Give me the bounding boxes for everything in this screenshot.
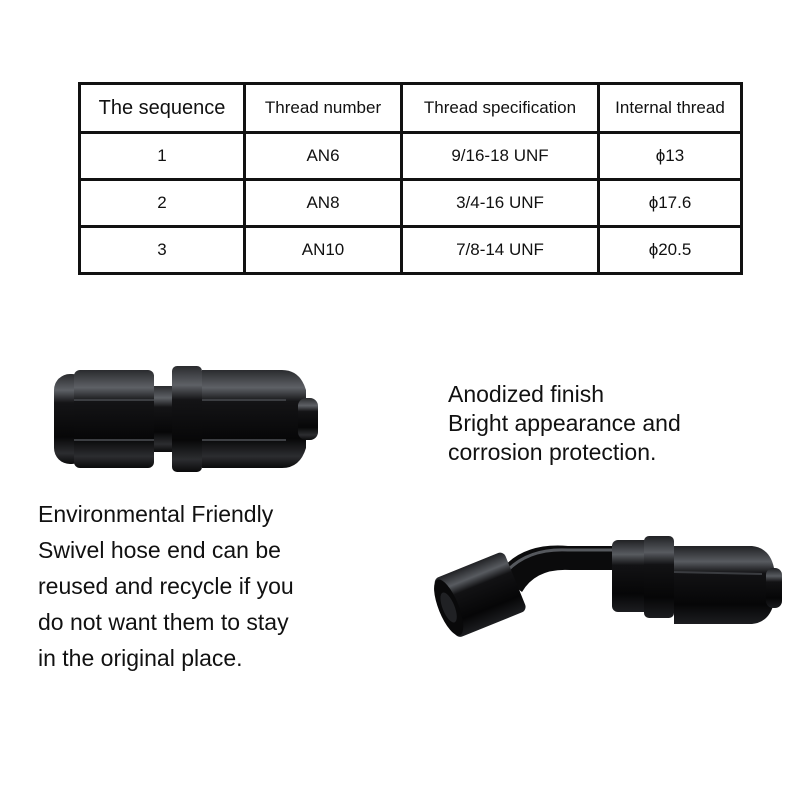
fitting-hex-nut <box>74 370 154 468</box>
eco-line: in the original place. <box>38 645 243 671</box>
header-internal-thread: Internal thread <box>599 84 742 133</box>
cell-sequence: 3 <box>80 227 245 274</box>
cell-thread-number: AN6 <box>245 133 402 180</box>
cell-internal-thread: ϕ20.5 <box>599 227 742 274</box>
angled-hose-end-fitting-image <box>432 522 784 644</box>
eco-heading: Environmental Friendly <box>38 501 274 527</box>
table-row <box>80 133 742 180</box>
anodized-finish-text <box>448 380 788 467</box>
fitting-hose-stub <box>766 568 782 608</box>
cell-internal-thread: ϕ13 <box>599 133 742 180</box>
cell-internal-thread: ϕ17.6 <box>599 180 742 227</box>
cell-thread-spec: 3/4-16 UNF <box>402 180 599 227</box>
cell-thread-spec: 9/16-18 UNF <box>402 133 599 180</box>
finish-heading: Anodized finish <box>448 381 604 407</box>
cell-sequence: 2 <box>80 180 245 227</box>
cell-thread-number: AN8 <box>245 180 402 227</box>
finish-line: Bright appearance and <box>448 410 681 436</box>
fitting-socket <box>202 370 306 468</box>
cell-thread-number: AN10 <box>245 227 402 274</box>
table-row <box>80 180 742 227</box>
eco-line: Swivel hose end can be <box>38 537 281 563</box>
header-thread-number: Thread number <box>245 84 402 133</box>
finish-line: corrosion protection. <box>448 439 657 465</box>
eco-line: reused and recycle if you <box>38 573 294 599</box>
header-thread-specification: Thread specification <box>402 84 599 133</box>
thread-spec-table <box>78 82 743 275</box>
header-sequence: The sequence <box>80 84 245 133</box>
environmental-friendly-text <box>38 496 398 676</box>
eco-line: do not want them to stay <box>38 609 289 635</box>
table-header-row <box>80 84 742 133</box>
table-row <box>80 227 742 274</box>
cell-sequence: 1 <box>80 133 245 180</box>
fitting-middle-hex <box>172 366 202 472</box>
fitting-hose-stub <box>298 398 318 440</box>
fitting-middle-hex <box>644 536 674 618</box>
straight-hose-end-fitting-image <box>50 360 320 478</box>
cell-thread-spec: 7/8-14 UNF <box>402 227 599 274</box>
fitting-socket <box>674 546 774 624</box>
